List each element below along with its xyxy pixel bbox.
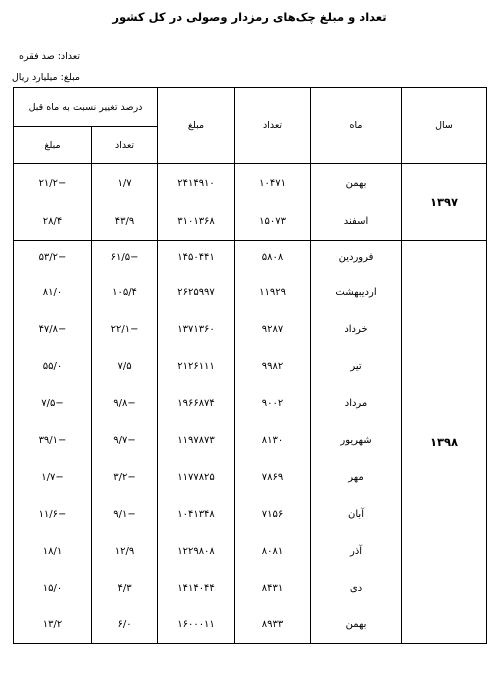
change-count-cell: ۶/۰ xyxy=(92,607,158,644)
count-cell: ۹۲۸۷ xyxy=(235,311,311,348)
count-cell: ۸۴۳۱ xyxy=(235,570,311,607)
amount-cell: ۳۱۰۱۳۶۸ xyxy=(158,204,235,241)
table-row xyxy=(14,241,487,274)
change-amount-cell: ۵۵/۰ xyxy=(42,360,63,372)
change-count-cell: −۹/۸ xyxy=(92,385,158,422)
header-amount: مبلغ xyxy=(158,88,235,164)
header-change-group: درصد تغییر نسبت به ماه قبل xyxy=(28,101,143,113)
month-cell: مرداد xyxy=(311,385,402,422)
header-change-amount: مبلغ xyxy=(14,127,92,164)
month-cell: فروردین xyxy=(311,241,402,274)
count-cell: ۷۸۶۹ xyxy=(235,459,311,496)
month-cell: مهر xyxy=(311,459,402,496)
amount-cell: ۱۶۰۰۰۱۱ xyxy=(158,607,235,644)
count-cell: ۱۱۹۲۹ xyxy=(235,274,311,311)
change-count-cell: ۱۰۵/۴ xyxy=(92,274,158,311)
change-count-cell: −۶۱/۵ xyxy=(92,241,158,274)
month-cell: بهمن xyxy=(311,607,402,644)
amount-cell: ۱۰۴۱۳۴۸ xyxy=(158,496,235,533)
count-cell: ۸۹۳۳ xyxy=(235,607,311,644)
count-cell: ۵۸۰۸ xyxy=(235,241,311,274)
header-year: سال xyxy=(402,88,487,164)
change-amount-cell: ۱۳/۲ xyxy=(42,619,63,631)
change-count-cell: ۴/۳ xyxy=(92,570,158,607)
count-cell: ۸۱۳۰ xyxy=(235,422,311,459)
count-cell: ۹۹۸۲ xyxy=(235,348,311,385)
amount-cell: ۱۱۷۷۸۲۵ xyxy=(158,459,235,496)
change-amount-cell: −۱۱/۶ xyxy=(38,508,67,520)
year-cell: ۱۳۹۸ xyxy=(402,241,487,644)
count-cell: ۱۵۰۷۳ xyxy=(235,204,311,241)
count-cell: ۹۰۰۲ xyxy=(235,385,311,422)
month-cell: آذر xyxy=(311,533,402,570)
amount-cell: ۱۴۱۴۰۴۴ xyxy=(158,570,235,607)
amount-cell: ۱۹۶۶۸۷۴ xyxy=(158,385,235,422)
change-amount-cell: −۷/۵ xyxy=(41,397,64,409)
change-count-cell: −۳/۲ xyxy=(92,459,158,496)
header-month: ماه xyxy=(311,88,402,164)
amount-cell: ۲۴۱۴۹۱۰ xyxy=(158,164,235,204)
month-cell: اردیبهشت xyxy=(311,274,402,311)
count-cell: ۸۰۸۱ xyxy=(235,533,311,570)
change-count-cell: −۹/۷ xyxy=(92,422,158,459)
change-count-cell: ۱/۷ xyxy=(92,164,158,204)
change-count-cell: ۷/۵ xyxy=(92,348,158,385)
amount-cell: ۱۱۹۷۸۷۳ xyxy=(158,422,235,459)
amount-cell: ۱۳۷۱۳۶۰ xyxy=(158,311,235,348)
change-amount-cell: ۸۱/۰ xyxy=(42,286,63,298)
change-amount-cell: −۳۹/۱ xyxy=(38,434,67,446)
change-amount-cell: −۲۱/۲ xyxy=(14,164,92,204)
change-amount-cell: −۴۷/۸ xyxy=(38,323,67,335)
count-cell: ۷۱۵۶ xyxy=(235,496,311,533)
amount-cell: ۱۲۲۹۸۰۸ xyxy=(158,533,235,570)
change-count-cell: ۱۲/۹ xyxy=(92,533,158,570)
amount-cell: ۲۱۲۶۱۱۱ xyxy=(158,348,235,385)
count-cell: ۱۰۴۷۱ xyxy=(235,164,311,204)
year-cell: ۱۳۹۷ xyxy=(402,164,487,241)
header-change-count: تعداد xyxy=(92,127,158,164)
amount-unit-note: مبلغ: میلیارد ریال xyxy=(11,72,80,83)
amount-cell: ۲۶۲۵۹۹۷ xyxy=(158,274,235,311)
change-count-cell: −۲۲/۱ xyxy=(92,311,158,348)
month-cell: خرداد xyxy=(311,311,402,348)
amount-cell: ۱۴۵۰۴۴۱ xyxy=(158,241,235,274)
checks-table xyxy=(13,87,487,644)
month-cell: تیر xyxy=(311,348,402,385)
count-unit-note: تعداد: صد فقره xyxy=(19,51,80,62)
table-body xyxy=(14,164,487,644)
change-count-cell: −۹/۱ xyxy=(92,496,158,533)
change-amount-cell: −۵۳/۲ xyxy=(14,241,92,274)
change-amount-cell: ۱۸/۱ xyxy=(42,545,63,557)
header-count: تعداد xyxy=(235,88,311,164)
change-amount-cell: −۱/۷ xyxy=(41,471,64,483)
change-amount-cell: ۲۸/۴ xyxy=(42,216,63,228)
month-cell: اسفند xyxy=(311,204,402,241)
change-amount-cell: ۱۵/۰ xyxy=(42,582,63,594)
month-cell: بهمن xyxy=(311,164,402,204)
page-title: تعداد و مبلغ چک‌های رمزدار وصولی در کل کشور xyxy=(112,10,387,24)
month-cell: شهریور xyxy=(311,422,402,459)
change-count-cell: ۴۳/۹ xyxy=(92,204,158,241)
month-cell: آبان xyxy=(311,496,402,533)
month-cell: دی xyxy=(311,570,402,607)
table-row xyxy=(14,164,487,204)
